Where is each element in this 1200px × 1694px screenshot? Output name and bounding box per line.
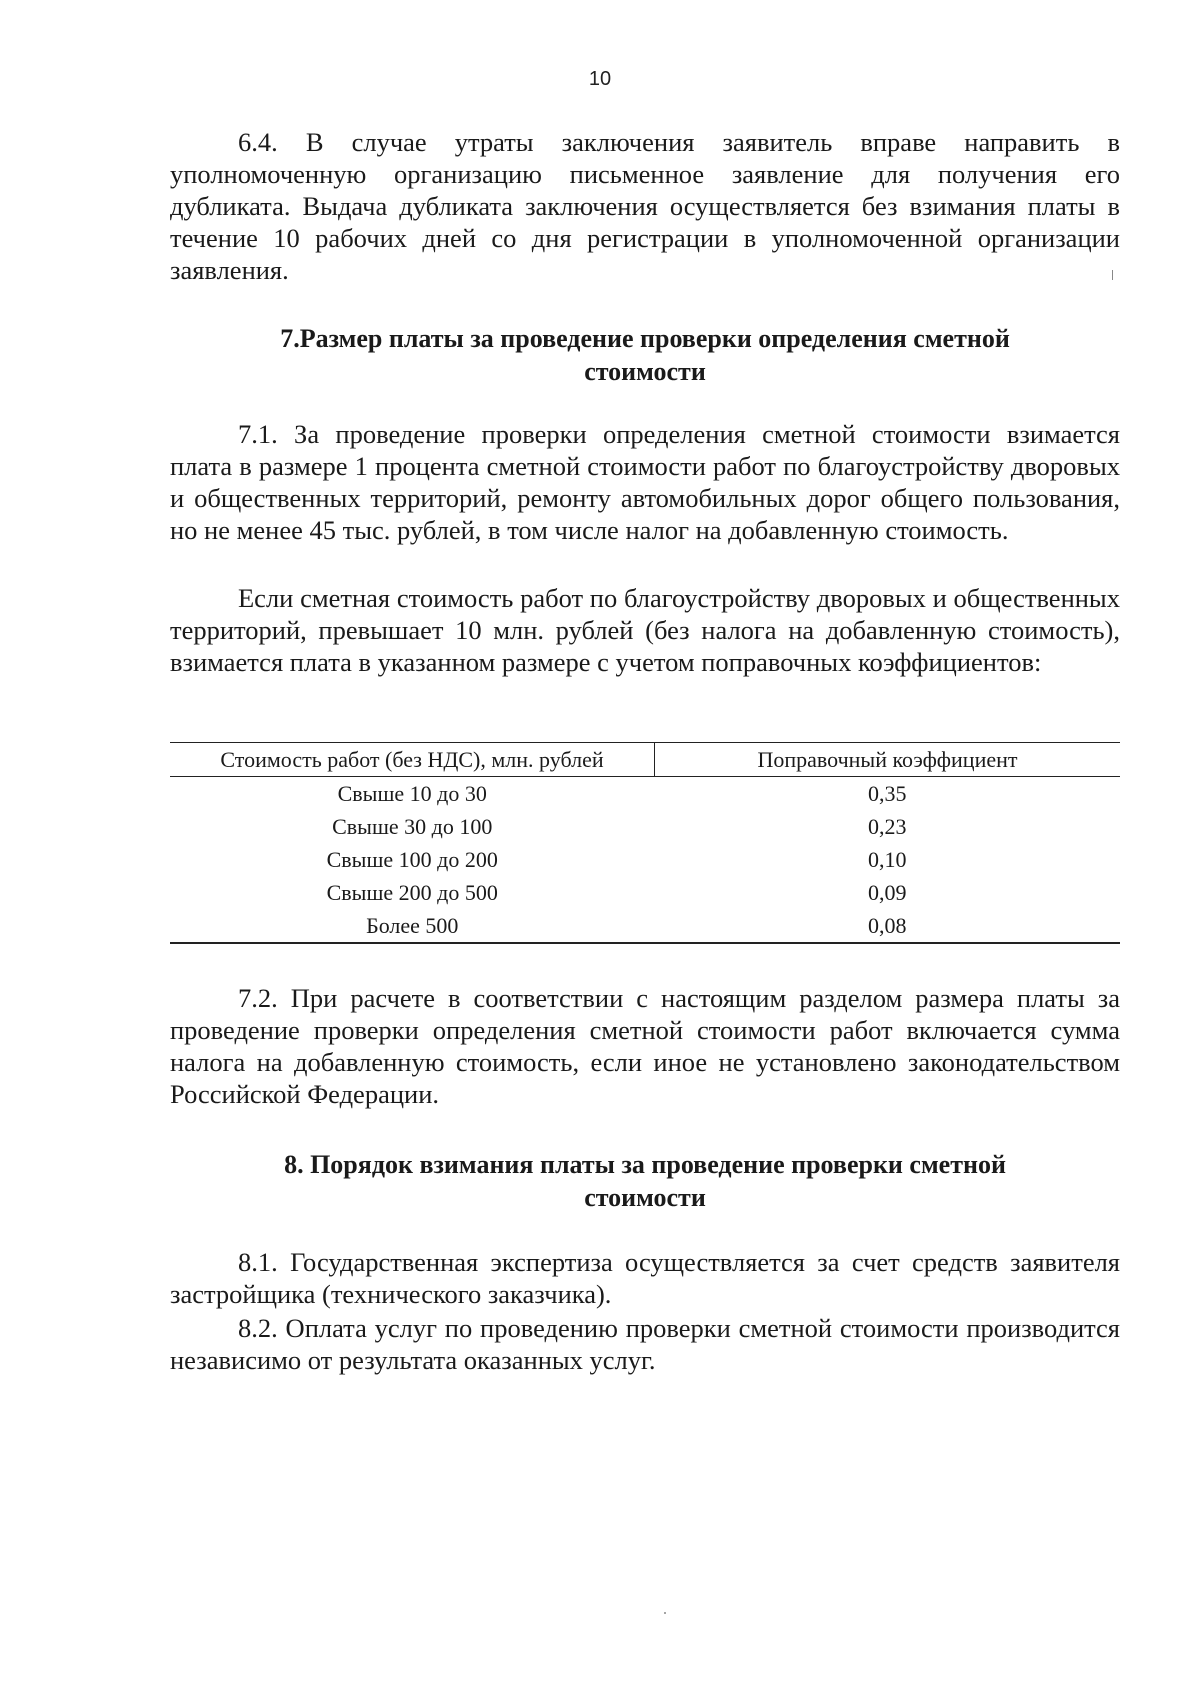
table-header-coefficient: Поправочный коэффициент [655, 743, 1121, 777]
correction-coefficient-table [170, 742, 1120, 944]
section-8-heading-line1: 8. Порядок взимания платы за проведение проверки сметной [284, 1150, 1006, 1179]
section-8-heading-line2: стоимости [584, 1183, 706, 1212]
table-row [170, 777, 1120, 811]
table-cell-cost: Свыше 30 до 100 [332, 814, 493, 839]
scan-speck [1112, 270, 1113, 280]
paragraph-7-1-continued: Если сметная стоимость работ по благоустройству дворовых и общественных территорий, превышает 10 млн. рублей (без налога на добавленную стоимость), взимается плата в указанном размере с учетом поправочных коэффициентов: [170, 583, 1120, 677]
table-row [170, 876, 1120, 909]
section-7-heading-line2: стоимости [584, 357, 706, 386]
table-header-cost: Стоимость работ (без НДС), млн. рублей [170, 743, 655, 777]
table-cell-coefficient: 0,08 [655, 909, 1121, 943]
table-cell-coefficient: 0,10 [868, 847, 907, 872]
section-7-heading [170, 322, 1120, 388]
section-8-heading [170, 1148, 1120, 1214]
paragraph-7-2: 7.2. При расчете в соответствии с настоящим разделом размера платы за проведение проверки определения сметной стоимости работ включается сумма налога на добавленную стоимость, если иное не установлено законодательством Российской Федерации. [170, 983, 1120, 1109]
section-7-heading-line1: 7.Размер платы за проведение проверки определения сметной [280, 324, 1010, 353]
table-cell-cost: Свыше 10 до 30 [337, 781, 487, 806]
table-row [170, 843, 1120, 876]
page-number: 10 [588, 68, 612, 90]
table-cell-coefficient: 0,35 [868, 781, 907, 806]
table-row [170, 909, 1120, 943]
paragraph-7-1: 7.1. За проведение проверки определения сметной стоимости взимается плата в размере 1 процента сметной стоимости работ по благоустройству дворовых и общественных территорий, ремонту автомобильных дорог общего пользования, но не менее 45 тыс. рублей, в том числе налог на добавленную стоимость. [170, 419, 1120, 545]
scan-speck [664, 1612, 666, 1614]
paragraph-8-1: 8.1. Государственная экспертиза осуществляется за счет средств заявителя застройщика (технического заказчика). [170, 1247, 1120, 1309]
table-cell-cost: Более 500 [170, 909, 655, 943]
table-cell-coefficient: 0,23 [868, 814, 907, 839]
table-cell-cost: Свыше 100 до 200 [326, 847, 498, 872]
table-cell-cost: Свыше 200 до 500 [326, 880, 498, 905]
table-cell-coefficient: 0,09 [868, 880, 907, 905]
paragraph-8-2: 8.2. Оплата услуг по проведению проверки сметной стоимости производится независимо от результата оказанных услуг. [170, 1313, 1120, 1375]
table-header-row [170, 743, 1120, 777]
table-row [170, 810, 1120, 843]
paragraph-6-4: 6.4. В случае утраты заключения заявитель вправе направить в уполномоченную организацию письменное заявление для получения его дубликата. Выдача дубликата заключения осуществляется без взимания платы в течение 10 рабочих дней со дня регистрации в уполномоченной организации заявления. [170, 127, 1120, 285]
